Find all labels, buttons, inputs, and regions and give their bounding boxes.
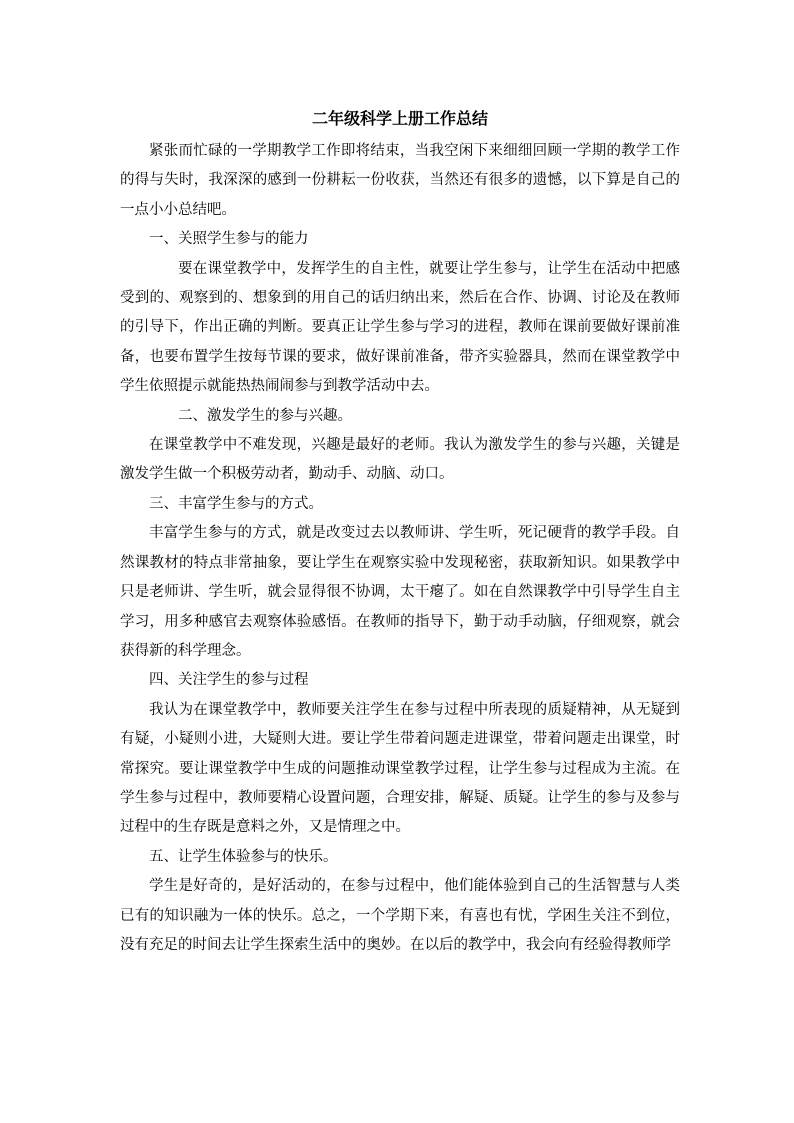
section-heading-3: 三、丰富学生参与的方式。 bbox=[149, 495, 323, 512]
paragraph-intro: 紧张而忙碌的一学期教学工作即将结束，当我空闲下来细细回顾一学期的教学工作的得与失时，我深深的感到一份耕耘一份收获，当然还有很多的遗憾，以下算是自己的一点小小总结吧。 bbox=[120, 143, 680, 218]
document-body bbox=[120, 104, 680, 960]
paragraph-section-4: 我认为在课堂教学中，教师要关注学生在参与过程中所表现的质疑精神，从无疑到有疑，小疑则小进，大疑则大进。要让学生带着问题走进课堂，带着问题走出课堂，时常探究。要让课堂教学中生成的问题推动课堂教学过程，让学生参与过程成为主流。在学生参与过程中，教师要精心设置问题，合理安排，解疑、质疑。让学生的参与及参与过程中的生存既是意料之外，又是情理之中。 bbox=[120, 701, 680, 836]
section-heading-1: 一、关照学生参与的能力 bbox=[149, 231, 309, 248]
paragraph-section-5: 学生是好奇的，是好活动的，在参与过程中，他们能体验到自己的生活智慧与人类已有的知识融为一体的快乐。总之，一个学期下来，有喜也有忧，学困生关注不到位，没有充足的时间去让学生探索生活中的奥妙。在以后的教学中，我会向有经验得教师学 bbox=[120, 878, 680, 953]
section-heading-5: 五、让学生体验参与的快乐。 bbox=[149, 848, 338, 865]
section-heading-4: 四、关注学生的参与过程 bbox=[149, 672, 309, 689]
paragraph-section-2: 在课堂教学中不难发现，兴趣是最好的老师。我认为激发学生的参与兴趣，关键是激发学生做一个积极劳动者，勤动手、动脑、动口。 bbox=[120, 437, 680, 483]
section-heading-2: 二、激发学生的参与兴趣。 bbox=[178, 407, 352, 424]
paragraph-section-3: 丰富学生参与的方式，就是改变过去以教师讲、学生听，死记硬背的教学手段。自然课教材的特点非常抽象，要让学生在观察实验中发现秘密，获取新知识。如果教学中只是老师讲、学生听，就会显得很不协调，太干瘪了。如在自然课教学中引导学生自主学习，用多种感官去观察体验感悟。在教师的指导下，勤于动手动脑，仔细观察，就会获得新的科学理念。 bbox=[120, 525, 680, 659]
paragraph-section-1: 要在课堂教学中，发挥学生的自主性，就要让学生参与，让学生在活动中把感受到的、观察到的、想象到的用自己的话归纳出来，然后在合作、协调、讨论及在教师的引导下，作出正确的判断。要真正让学生参与学习的进程，教师在课前要做好课前准备，也要布置学生按每节课的要求，做好课前准备，带齐实验器具，然而在课堂教学中学生依照提示就能热热闹闹参与到教学活动中去。 bbox=[120, 260, 680, 395]
document-title: 二年级科学上册工作总结 bbox=[311, 109, 488, 128]
